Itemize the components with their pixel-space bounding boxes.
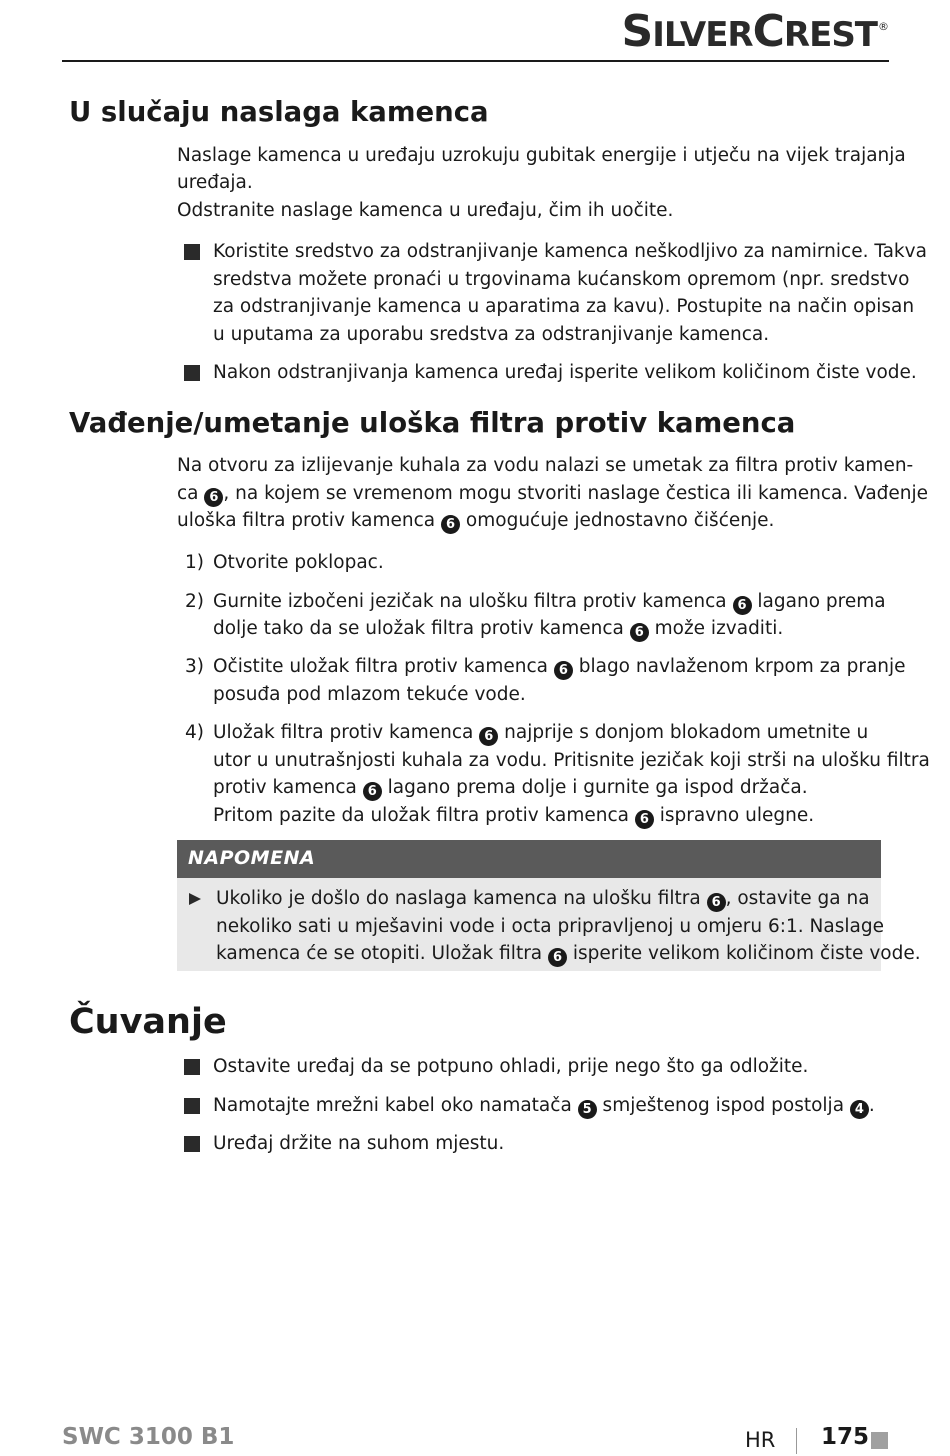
part-number-badge: 6: [363, 782, 382, 801]
step-text: Pritom pazite da uložak filtra protiv kamenca 6 ispravno ulegne.: [213, 805, 815, 827]
section-title-filter: Vađenje/umetanje uloška filtra protiv kamenca: [69, 407, 796, 439]
footer-square-mark: [871, 1432, 888, 1449]
bullet-text-line: Koristite sredstvo za odstranjivanje kamenca neškodljivo za namirnice. Takva: [213, 241, 927, 262]
step-text: Gurnite izbočeni jezičak na ulošku filtra protiv kamenca 6 lagano prema: [213, 591, 886, 613]
bullet-text-line: Nakon odstranjivanja kamenca uređaj isperite velikom količinom čiste vode.: [213, 362, 917, 383]
note-text-line: nekoliko sati u mješavini vode i octa pripravljenoj u omjeru 6:1. Naslage: [216, 916, 884, 937]
part-number-badge: 6: [733, 596, 752, 615]
step-text: protiv kamenca 6 lagano prema dolje i gurnite ga ispod držača.: [213, 777, 808, 799]
section-title-storage: Čuvanje: [69, 1002, 227, 1042]
step-text: dolje tako da se uložak filtra protiv kamenca 6 može izvaditi.: [213, 618, 784, 640]
step-text: posuđa pod mlazom tekuće vode.: [213, 684, 526, 705]
step-text: Otvorite poklopac.: [213, 552, 384, 573]
step-number: 4): [185, 722, 204, 743]
bullet-text-line: sredstva možete pronaći u trgovinama kućanskom opremom (npr. sredstvo: [213, 269, 910, 290]
note-heading-bar: [177, 840, 881, 878]
paragraph-line: uloška filtra protiv kamenca 6 omogućuje jednostavno čišćenje.: [177, 510, 775, 532]
bullet-square: [184, 1059, 200, 1075]
header-rule: [62, 60, 889, 62]
note-box: [177, 840, 921, 971]
note-heading: NAPOMENA: [188, 847, 316, 869]
page-number: 175: [821, 1424, 870, 1450]
part-number-badge: 6: [479, 727, 498, 746]
bullet-text-line: Uređaj držite na suhom mjestu.: [213, 1133, 505, 1154]
note-text-line: Ukoliko je došlo do naslaga kamenca na ulošku filtra 6 , ostavite ga na: [216, 888, 870, 910]
bullet-text-line: u uputama za uporabu sredstva za odstranjivanje kamenca.: [213, 324, 770, 345]
paragraph-line: Na otvoru za izlijevanje kuhala za vodu nalazi se umetak za filtra protiv kamen-: [177, 455, 914, 476]
section-title-descaling: U slučaju naslaga kamenca: [69, 96, 489, 128]
brand-logo: SILVERCREST®: [621, 6, 888, 57]
paragraph-line: ca 6 , na kojem se vremenom mogu stvoriti naslage čestica ili kamenca. Vađenje: [177, 483, 929, 505]
bullet-text-line: Ostavite uređaj da se potpuno ohladi, prije nego što ga odložite.: [213, 1056, 809, 1077]
part-number-badge: 6: [635, 810, 654, 829]
part-number-badge: 4: [850, 1100, 869, 1119]
part-number-badge: 6: [630, 623, 649, 642]
paragraph-line: Odstranite naslage kamenca u uređaju, čim ih uočite.: [177, 200, 674, 221]
paragraph-line: Naslage kamenca u uređaju uzrokuju gubitak energije i utječu na vijek trajanja: [177, 145, 906, 166]
step-text: utor u unutrašnjosti kuhala za vodu. Pritisnite jezičak koji strši na ulošku filtra: [213, 750, 930, 771]
bullet-square: [184, 365, 200, 381]
part-number-badge: 6: [707, 893, 726, 912]
part-number-badge: 6: [204, 488, 223, 507]
paragraph-line: uređaja.: [177, 172, 253, 193]
part-number-badge: 5: [578, 1100, 597, 1119]
part-number-badge: 6: [441, 515, 460, 534]
footer-divider: [796, 1428, 797, 1454]
step-text: Uložak filtra protiv kamenca 6 najprije s donjom blokadom umetnite u: [213, 722, 869, 744]
footer-language: HR: [745, 1428, 776, 1452]
bullet-square: [184, 1098, 200, 1114]
arrow-right-icon: [189, 893, 201, 905]
step-number: 3): [185, 656, 204, 677]
step-number: 1): [185, 552, 204, 573]
footer-model-number: SWC 3100 B1: [62, 1424, 235, 1450]
bullet-text-line: za odstranjivanje kamenca u aparatima za kavu). Postupite na način opisan: [213, 296, 915, 317]
part-number-badge: 6: [554, 661, 573, 680]
bullet-text-line: Namotajte mrežni kabel oko namatača 5 smještenog ispod postolja 4 .: [213, 1095, 875, 1117]
part-number-badge: 6: [548, 948, 567, 967]
step-number: 2): [185, 591, 204, 612]
step-text: Očistite uložak filtra protiv kamenca 6 blago navlaženom krpom za pranje: [213, 656, 906, 678]
bullet-square: [184, 244, 200, 260]
bullet-square: [184, 1136, 200, 1152]
note-text-line: kamenca će se otopiti. Uložak filtra 6 isperite velikom količinom čiste vode.: [216, 943, 921, 965]
